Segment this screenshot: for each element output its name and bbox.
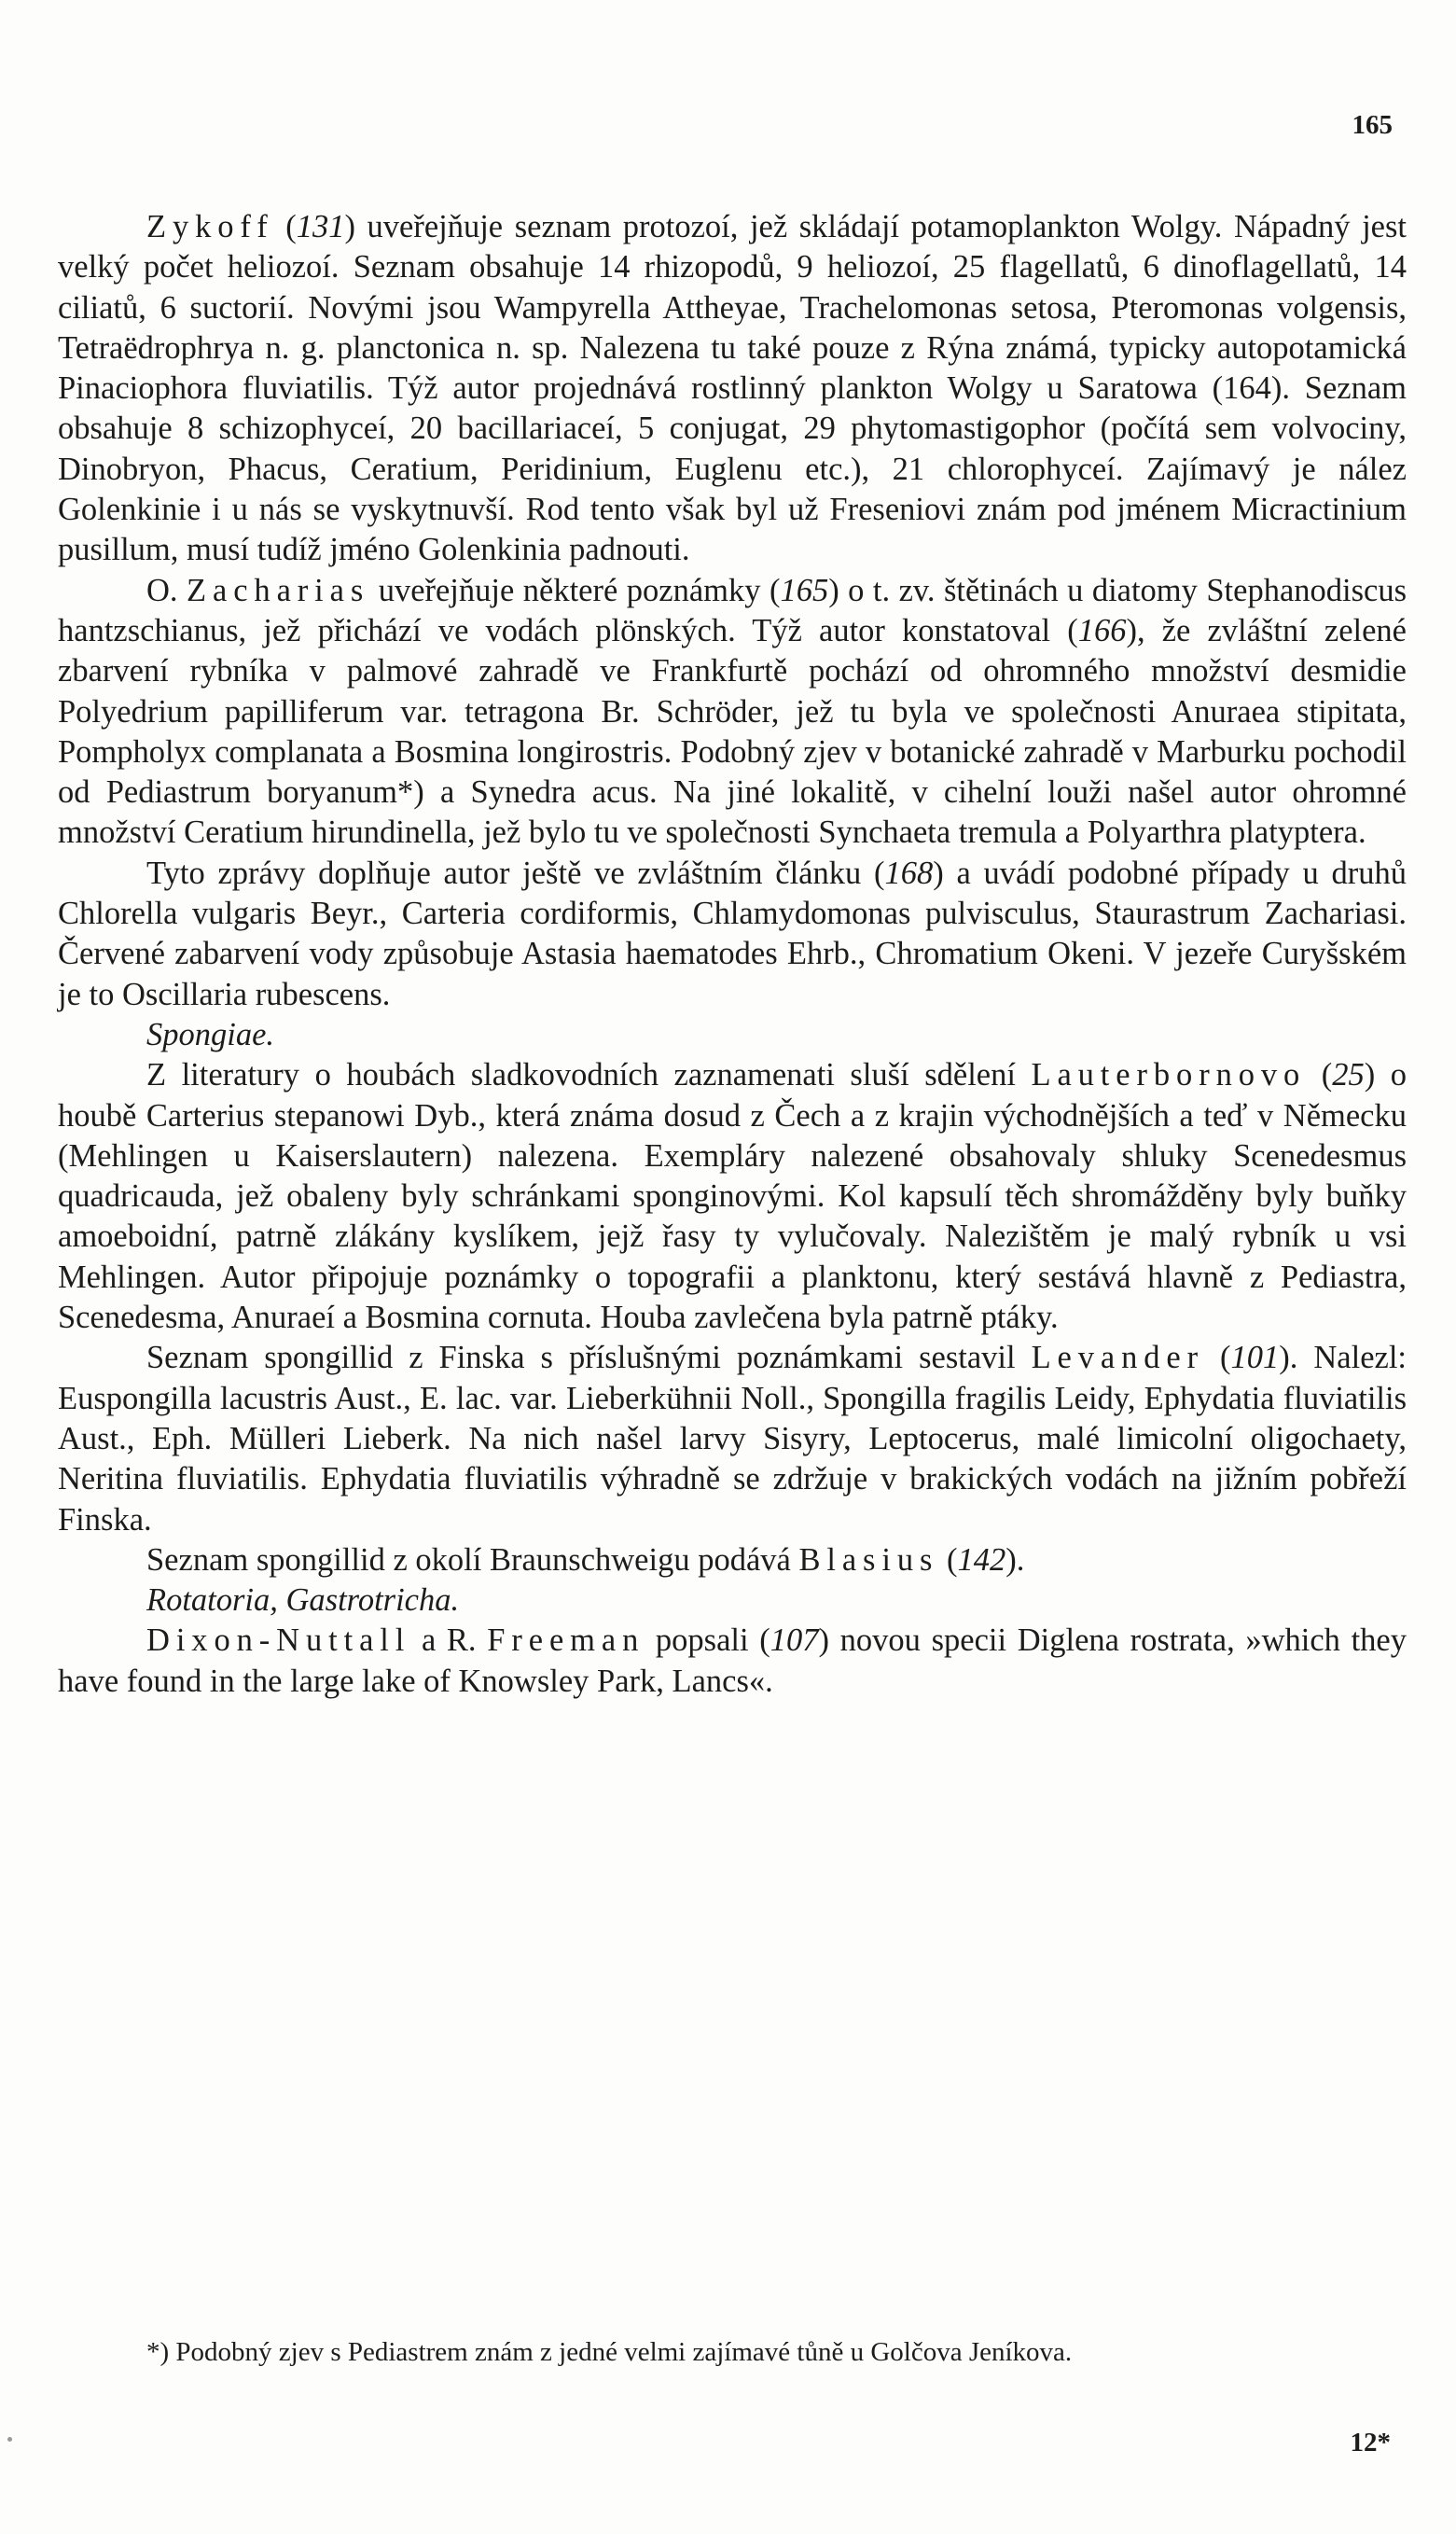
- citation-number: 107: [770, 1622, 819, 1659]
- heading-spongiae: Spongiae.: [146, 1016, 275, 1052]
- paragraph: [58, 1540, 1407, 1580]
- text-run: ) uveřejňuje seznam protozoí, jež skládají potamoplankton Wolgy. Nápadný jest velký počet heliozoí. Seznam obsahuje 14 rhizopodů, 9 heliozoí, 25 flagellatů, 6 dinoflagellatů, 14 ciliatů, 6 suctorií. Novými jsou Wampyrella Attheyae, Trachelomonas setosa, Pteromonas volgensis, Tetraëdrophrya n. g. planctonica n. sp. Nalezena tu také pouze z Rýna známá, typicky autopotamická Pinaciophora fluviatilis. Týž autor projednává rostlinný plankton Wolgy u Saratowa (164). Seznam obsahuje 8 schizophyceí, 20 bacillariaceí, 5 conjugat, 29 phytomastigophor (počítá sem volvociny, Dinobryon, Phacus, Ceratium, Peridinium, Euglenu etc.), 21 chlorophyceí. Zajímavý je nález Golenkinie i u nás se vyskytnuvší. Rod tento však byl už Freseniovi znám pod jménem Micractinium pusillum, musí tudíž jméno Golenkinia padnouti.: [58, 209, 1407, 568]
- text-run: ) a uvádí podobné případy u druhů Chlorella vulgaris Beyr., Carteria cordiformis, Chlamydomonas pulvisculus, Staurastrum Zachariasi. Červené zabarvení vody způsobuje Astasia haematodes Ehrb., Chromatium Okeni. V jezeře Curyšském je to Oscillaria rubescens.: [58, 855, 1407, 1012]
- paragraph: [58, 854, 1407, 1015]
- author-name: Zykoff: [146, 209, 274, 244]
- author-name: Freeman: [487, 1622, 645, 1659]
- text-run: (: [1204, 1340, 1231, 1376]
- text-run: Tyto zprávy doplňuje autor ještě ve zvláštním článku (: [146, 855, 885, 891]
- text-run: uveřejňuje některé poznámky (: [369, 572, 781, 608]
- text-run: O.: [146, 572, 187, 608]
- text-run: ).: [1005, 1541, 1025, 1578]
- citation-number: 165: [780, 572, 829, 608]
- body-text: [58, 207, 1407, 1702]
- paragraph: [58, 207, 1407, 571]
- paragraph: [58, 571, 1407, 854]
- author-name: Levander: [1031, 1340, 1205, 1376]
- text-run: (: [1306, 1057, 1333, 1093]
- footnote: [58, 2334, 1407, 2370]
- text-run: ). Nalezl: Euspongilla lacustris Aust., E. lac. var. Lieberkühnii Noll., Spongilla fragilis Leidy, Ephydatia fluviatilis Aust., Eph. Mülleri Lieberk. Na nich našel larvy Sisyry, Leptocerus, malé limicolní oligochaety, Neritina fluviatilis. Ephydatia fluviatilis výhradně se zdržuje v brakických vodách na jižním pobřeží Finska.: [58, 1340, 1407, 1538]
- heading-rotatoria: Rotatoria, Gastrotricha.: [146, 1582, 460, 1619]
- author-name: Dixon-Nuttall: [146, 1622, 411, 1659]
- text-run: popsali (: [645, 1622, 770, 1659]
- text-run: Z literatury o houbách sladkovodních zaznamenati sluší sdělení: [146, 1057, 1032, 1093]
- author-name: Lauterbornovo: [1031, 1057, 1307, 1093]
- paragraph: [58, 1055, 1407, 1338]
- author-name: Blasius: [798, 1541, 939, 1578]
- text-run: (: [273, 209, 297, 244]
- text-run: ), že zvláštní zelené zbarvení rybníka v palmové zahradě ve Frankfurtě pochází od ohromného množství desmidie Polyedrium papilliferum var. tetragona Br. Schröder, jež tu byla ve společnosti Anuraea stipitata, Pompholyx complanata a Bosmina longirostris. Podobný zjev v botanické zahradě v Marburku pochodil od Pediastrum boryanum*) a Synedra acus. Na jiné lokalitě, v cihelní louži našel autor ohromné množství Ceratium hirundinella, jež bylo tu ve společnosti Synchaeta tremula a Polyarthra platyptera.: [58, 612, 1407, 851]
- citation-number: 142: [957, 1541, 1006, 1578]
- section-rotatoria: [58, 1621, 1407, 1702]
- text-run: ) o houbě Carterius stepanowi Dyb., která známa dosud z Čech a z krajin východnějších a teď v Německu (Mehlingen u Kaiserslautern) nalezena. Exempláry nalezené obsahovaly shluky Scenedesmus quadricauda, jež obaleny byly schránkami sponginovými. Kol kapsulí těch shromážděny byly buňky amoeboidní, patrně zlákány kyslíkem, jejž řasy ty vylučovaly. Nalezištěm je malý rybník u vsi Mehlingen. Autor připojuje poznámky o topografii a planktonu, který sestává hlavně z Pediastra, Scenedesma, Anuraeí a Bosmina cornuta. Houba zavlečena byla patrně ptáky.: [58, 1057, 1407, 1336]
- footnote-text: *) Podobný zjev s Pediastrem znám z jedné velmi zajímavé tůně u Golčova Jeníkova.: [146, 2337, 1073, 2367]
- text-run: ) o t. zv. štětinách u diatomy Stephanodiscus hantzschianus, jež přichází ve vodách plönských. Týž autor konstatoval (: [58, 572, 1407, 648]
- signature-mark: 12*: [1350, 2428, 1391, 2457]
- citation-number: 131: [296, 209, 345, 244]
- section-protozoa: [58, 207, 1407, 1015]
- page-number: 165: [1352, 110, 1393, 140]
- paragraph: [58, 1338, 1407, 1539]
- citation-number: 101: [1230, 1340, 1280, 1376]
- speck: [7, 2437, 12, 2442]
- author-name: Zacharias: [187, 572, 370, 608]
- text-run: (: [938, 1541, 958, 1578]
- text-run: Seznam spongillid z Finska s příslušnými poznámkami sestavil: [146, 1340, 1032, 1376]
- citation-number: 166: [1077, 612, 1127, 648]
- text-run: ) novou specii Diglena rostrata, »which they have found in the large lake of Knowsley Park, Lancs«.: [58, 1622, 1407, 1699]
- text-run: a R.: [410, 1622, 488, 1659]
- citation-number: 168: [884, 855, 934, 891]
- citation-number: 25: [1332, 1057, 1365, 1093]
- paragraph: [58, 1621, 1407, 1702]
- section-spongiae: [58, 1055, 1407, 1580]
- text-run: Seznam spongillid z okolí Braunschweigu podává: [146, 1541, 799, 1578]
